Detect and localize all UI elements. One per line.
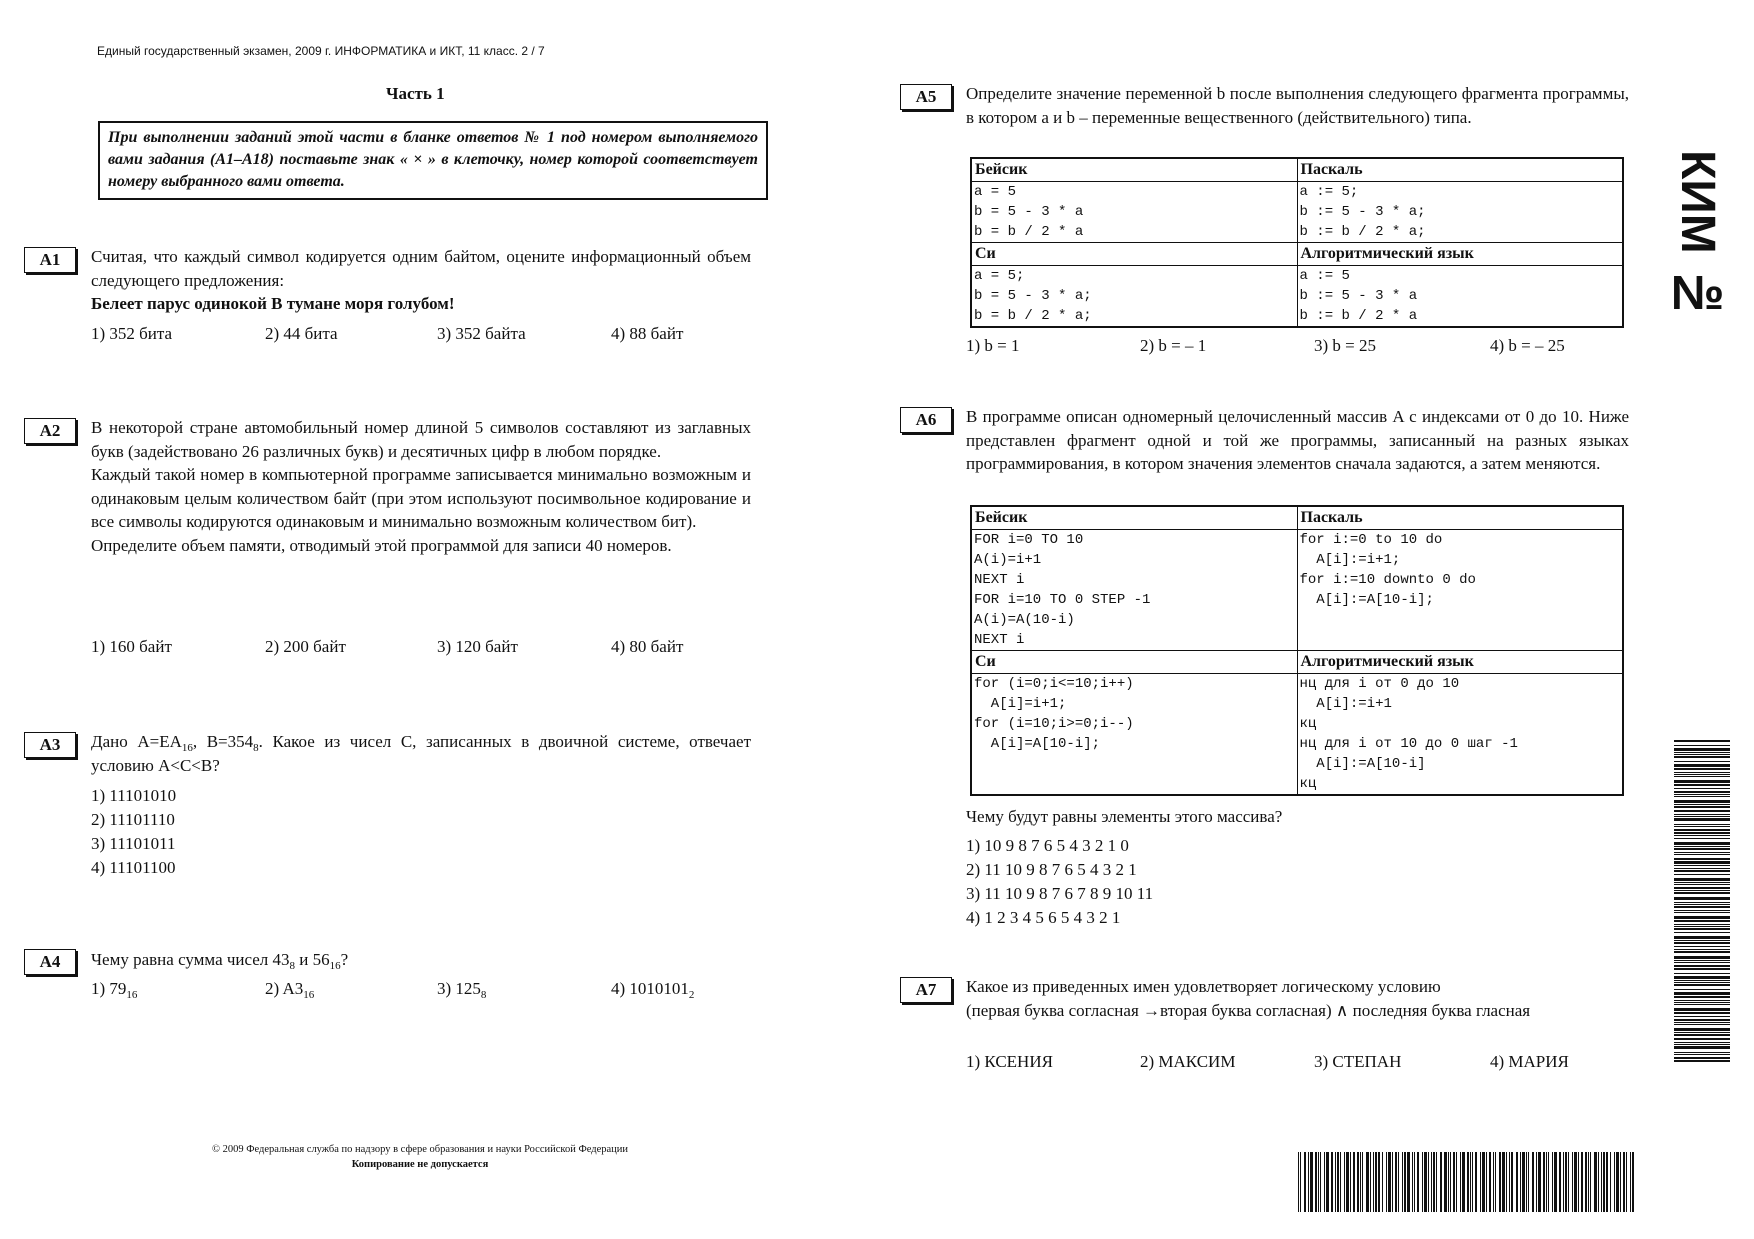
- a2-paragraph-3: Определите объем памяти, отводимый этой программой для записи 40 номеров.: [91, 535, 672, 555]
- barcode-bar: [1614, 1152, 1615, 1212]
- barcode-bar: [1433, 1152, 1435, 1212]
- barcode-bar: [1674, 968, 1730, 970]
- barcode-bar: [1674, 940, 1730, 941]
- barcode-bar: [1674, 942, 1730, 944]
- barcode-bar: [1590, 1152, 1591, 1212]
- kim-number-label: КИМ №: [1671, 150, 1724, 321]
- barcode-bar: [1674, 870, 1730, 872]
- option-a5-2: 2) b = – 1: [1140, 336, 1207, 355]
- barcode-bar: [1428, 1152, 1429, 1212]
- barcode-bar: [1674, 1054, 1730, 1055]
- barcode-bar: [1460, 1152, 1461, 1212]
- question-label-a3: A3: [24, 732, 76, 758]
- barcode-bar: [1470, 1152, 1471, 1212]
- a6-alg-header: Алгоритмический язык: [1297, 651, 1623, 674]
- barcode-bar: [1674, 992, 1730, 995]
- a5-basic-code: a = 5 b = 5 - 3 * a b = b / 2 * a: [974, 184, 1084, 240]
- option-a7-2: 2) МАКСИМ: [1140, 1052, 1236, 1071]
- barcode-bar: [1626, 1152, 1627, 1212]
- barcode-bar: [1414, 1152, 1415, 1212]
- question-text-a5: Определите значение переменной b после выполнения следующего фрагмента программы, в котором a и b – переменные вещественного (действительного) типа.: [966, 84, 1629, 127]
- barcode-bar: [1516, 1152, 1518, 1212]
- option-a3-2: 2) 11101110: [91, 810, 175, 829]
- barcode-bar: [1674, 796, 1730, 797]
- barcode-bar: [1674, 890, 1730, 891]
- barcode-bar: [1674, 752, 1730, 753]
- barcode-bar: [1674, 902, 1730, 903]
- instruction-box: При выполнении заданий этой части в бланке ответов № 1 под номером выполняемого вами задания (A1–A18) поставьте знак « × » в клеточку, номер которой соответствует номеру выбранного вами ответа.: [98, 121, 768, 200]
- barcode-bar: [1448, 1152, 1449, 1212]
- question-label-a7: A7: [900, 977, 952, 1003]
- barcode-bar: [1674, 962, 1730, 963]
- barcode-bar: [1536, 1152, 1537, 1212]
- barcode-bar: [1674, 804, 1730, 805]
- barcode-bar: [1674, 1000, 1730, 1001]
- barcode-bar: [1326, 1152, 1329, 1212]
- barcode-bar: [1674, 936, 1730, 939]
- barcode-bar: [1572, 1152, 1573, 1212]
- barcode-bar: [1674, 1034, 1730, 1036]
- footer-copyright: © 2009 Федеральная служба по надзору в сфере образования и науки Российской Федерации: [211, 1144, 629, 1155]
- barcode-bar: [1674, 832, 1730, 834]
- a6-basic-code: FOR i=0 TO 10 A(i)=i+1 NEXT i FOR i=10 TO 0 STEP -1 A(i)=A(10-i) NEXT i: [974, 532, 1151, 648]
- options-a6: [966, 834, 1153, 930]
- a6-c-header: Си: [971, 651, 1297, 674]
- barcode-bar: [1674, 1024, 1730, 1025]
- barcode-bar: [1386, 1152, 1387, 1212]
- option-a5-4: 4) b = – 25: [1490, 336, 1565, 355]
- barcode-bar: [1674, 848, 1730, 850]
- barcode-bar: [1300, 1152, 1301, 1212]
- barcode-bar: [1674, 904, 1730, 905]
- a6-basic-header: Бейсик: [971, 506, 1297, 530]
- question-label-a5: A5: [900, 84, 952, 110]
- option-a7-1: 1) КСЕНИЯ: [966, 1052, 1053, 1071]
- option-a4-3: 3) $125_8$: [437, 979, 487, 1001]
- barcode-bar: [1480, 1152, 1481, 1212]
- barcode-bar: [1340, 1152, 1341, 1212]
- barcode-vertical: [1674, 740, 1730, 1063]
- question-text-a1: [91, 245, 751, 316]
- barcode-bar: [1674, 897, 1730, 900]
- barcode-bar: [1674, 852, 1730, 853]
- barcode-bar: [1412, 1152, 1413, 1212]
- question-text-a6: В программе описан одномерный целочисленный массив A с индексами от 0 до 10. Ниже представлен фрагмент одной и той же программы, записанный на разных языках программирования, в котором значения элементов сначала задаются, а затем меняются.: [966, 407, 1629, 473]
- option-a2-2: 2) 200 байт: [265, 637, 346, 656]
- barcode-bar: [1382, 1152, 1383, 1212]
- barcode-bar: [1450, 1152, 1451, 1212]
- barcode-bar: [1674, 924, 1730, 925]
- barcode-bar: [1674, 874, 1730, 875]
- barcode-bar: [1630, 1152, 1631, 1212]
- barcode-bar: [1588, 1152, 1589, 1212]
- barcode-bar: [1674, 1028, 1730, 1031]
- barcode-bar: [1444, 1152, 1447, 1212]
- barcode-bar: [1674, 1057, 1730, 1059]
- barcode-bar: [1373, 1152, 1374, 1212]
- barcode-bar: [1440, 1152, 1442, 1212]
- barcode-bar: [1674, 788, 1730, 789]
- barcode-bar: [1375, 1152, 1377, 1212]
- barcode-bar: [1499, 1152, 1501, 1212]
- barcode-bar: [1674, 826, 1730, 827]
- barcode-bar: [1674, 846, 1730, 847]
- barcode-bar: [1674, 824, 1730, 825]
- barcode-bar: [1324, 1152, 1325, 1212]
- barcode-bar: [1404, 1152, 1406, 1212]
- barcode-bar: [1528, 1152, 1529, 1212]
- barcode-bar: [1298, 1152, 1299, 1212]
- barcode-bar: [1538, 1152, 1541, 1212]
- a5-c-code: a = 5; b = 5 - 3 * a; b = b / 2 * a;: [974, 268, 1092, 324]
- a5-pascal-code: a := 5; b := 5 - 3 * a; b := b / 2 * a;: [1299, 184, 1426, 240]
- barcode-bar: [1674, 980, 1730, 981]
- barcode-bar: [1674, 835, 1730, 836]
- barcode-bar: [1674, 1060, 1730, 1062]
- barcode-bar: [1310, 1152, 1313, 1212]
- option-a4-4: 4) $1010101_2$: [611, 979, 695, 1001]
- barcode-bar: [1398, 1152, 1399, 1212]
- barcode-bar: [1370, 1152, 1371, 1212]
- barcode-bar: [1552, 1152, 1553, 1212]
- option-a6-2: 2) 11 10 9 8 7 6 5 4 3 2 1: [966, 860, 1137, 879]
- barcode-bar: [1674, 996, 1730, 998]
- barcode-bar: [1674, 949, 1730, 950]
- barcode-bar: [1674, 973, 1730, 974]
- barcode-bar: [1674, 854, 1730, 855]
- barcode-bar: [1407, 1152, 1410, 1212]
- barcode-bar: [1674, 814, 1730, 815]
- barcode-bar: [1674, 745, 1730, 746]
- footer: [160, 1142, 680, 1172]
- barcode-bar: [1598, 1152, 1599, 1212]
- barcode-bar: [1462, 1152, 1465, 1212]
- barcode-bar: [1674, 1012, 1730, 1014]
- barcode-bar: [1320, 1152, 1321, 1212]
- barcode-bar: [1674, 926, 1730, 927]
- barcode-bar: [1532, 1152, 1534, 1212]
- barcode-bar: [1674, 740, 1730, 742]
- option-a7-3: 3) СТЕПАН: [1314, 1052, 1402, 1071]
- barcode-bar: [1674, 884, 1730, 885]
- question-text-a3: Дано $A=EA_{16}$, $B=354_8$. Какое из чисел C, записанных в двоичной системе, отвечает условию A<C<B?: [91, 732, 751, 775]
- a6-pascal-header: Паскаль: [1297, 506, 1623, 530]
- barcode-bar: [1674, 829, 1730, 831]
- barcode-bar: [1674, 774, 1730, 775]
- barcode-bar: [1456, 1152, 1457, 1212]
- barcode-bar: [1674, 784, 1730, 786]
- barcode-bar: [1546, 1152, 1547, 1212]
- option-a3-3: 3) 11101011: [91, 834, 176, 853]
- option-a4-1: 1) $79_{16}$: [91, 979, 138, 1001]
- barcode-bar: [1674, 976, 1730, 979]
- barcode-bar: [1674, 932, 1730, 933]
- question-text-a4: Чему равна сумма чисел $43_8$ и $56_{16}$?: [91, 950, 349, 972]
- barcode-bar: [1395, 1152, 1397, 1212]
- barcode-bar: [1674, 806, 1730, 808]
- a7-line-2: (первая буква согласная →вторая буква согласная) ∧ последняя буква гласная: [966, 1000, 1531, 1020]
- barcode-bar: [1674, 960, 1730, 961]
- question-label-a2: A2: [24, 418, 76, 444]
- barcode-bar: [1402, 1152, 1403, 1212]
- barcode-bar: [1559, 1152, 1561, 1212]
- a6-alg-code: нц для i от 0 до 10 A[i]:=i+1 кц нц для i от 10 до 0 шаг -1 A[i]:=A[10-i] кц: [1299, 676, 1518, 792]
- option-a2-3: 3) 120 байт: [437, 637, 518, 656]
- barcode-bar: [1674, 882, 1730, 883]
- option-a6-1: 1) 10 9 8 7 6 5 4 3 2 1 0: [966, 836, 1129, 855]
- code-table-a6: [970, 505, 1624, 796]
- barcode-bar: [1318, 1152, 1319, 1212]
- barcode-bar: [1610, 1152, 1611, 1212]
- footer-notice: Копирование не допускается: [351, 1159, 489, 1170]
- barcode-bar: [1388, 1152, 1391, 1212]
- a5-alg-header: Алгоритмический язык: [1297, 243, 1623, 266]
- barcode-bar: [1424, 1152, 1427, 1212]
- option-a6-3: 3) 11 10 9 8 7 6 7 8 9 10 11: [966, 884, 1154, 903]
- option-a7-4: 4) МАРИЯ: [1490, 1052, 1569, 1071]
- barcode-bar: [1522, 1152, 1525, 1212]
- barcode-bar: [1308, 1152, 1309, 1212]
- barcode-bar: [1674, 956, 1730, 959]
- barcode-bar: [1520, 1152, 1521, 1212]
- barcode-bar: [1674, 951, 1730, 953]
- options-a3: [91, 784, 176, 880]
- barcode-bar: [1509, 1152, 1510, 1212]
- a2-paragraph-2: Каждый такой номер в компьютерной программе записывается минимально возможным и одинаковым целым количеством байт (при этом используют посимвольное кодирование и все символы кодируются одинаковым и минимально возможным количеством бит).: [91, 465, 751, 531]
- barcode-bar: [1674, 1004, 1730, 1005]
- barcode-bar: [1436, 1152, 1437, 1212]
- barcode-bar: [1357, 1152, 1359, 1212]
- barcode-bar: [1674, 989, 1730, 990]
- a2-paragraph-1: В некоторой стране автомобильный номер длиной 5 символов составляют из заглавных букв (задействовано 26 различных букв) и десятичных цифр в любом порядке.: [91, 418, 751, 461]
- barcode-bar: [1674, 892, 1730, 894]
- barcode-bar: [1417, 1152, 1419, 1212]
- barcode-bar: [1674, 916, 1730, 919]
- question-label-a1: A1: [24, 247, 76, 273]
- option-a1-4: 4) 88 байт: [611, 324, 684, 343]
- barcode-bar: [1350, 1152, 1351, 1212]
- a1-sentence: Белеет парус одинокой В тумане моря голубом!: [91, 294, 455, 313]
- barcode-bar: [1392, 1152, 1393, 1212]
- barcode-bar: [1674, 965, 1730, 967]
- question-label-a4: A4: [24, 949, 76, 975]
- barcode-bar: [1674, 1008, 1730, 1011]
- a5-pascal-header: Паскаль: [1297, 158, 1623, 182]
- barcode-bar: [1453, 1152, 1455, 1212]
- barcode-bar: [1674, 838, 1730, 839]
- barcode-bar: [1674, 928, 1730, 930]
- barcode-bar: [1674, 861, 1730, 864]
- barcode-bar: [1674, 865, 1730, 866]
- barcode-bar: [1674, 1044, 1730, 1045]
- barcode-bar: [1378, 1152, 1380, 1212]
- a1-text: Считая, что каждый символ кодируется одним байтом, оцените информационный объем следующего предложения:: [91, 247, 751, 290]
- barcode-bar: [1674, 768, 1730, 770]
- barcode-bar: [1674, 878, 1730, 881]
- barcode-bar: [1674, 920, 1730, 922]
- barcode-bar: [1674, 1032, 1730, 1033]
- barcode-bar: [1674, 912, 1730, 913]
- barcode-bar: [1337, 1152, 1339, 1212]
- barcode-bar: [1594, 1152, 1597, 1212]
- barcode-bar: [1674, 761, 1730, 762]
- option-a2-4: 4) 80 байт: [611, 637, 684, 656]
- option-a2-1: 1) 160 байт: [91, 637, 172, 656]
- barcode-bar: [1543, 1152, 1545, 1212]
- barcode-bar: [1366, 1152, 1369, 1212]
- barcode-bar: [1674, 1022, 1730, 1023]
- barcode-bar: [1620, 1152, 1621, 1212]
- question-text-a2: [91, 416, 751, 557]
- barcode-bar: [1346, 1152, 1349, 1212]
- barcode-bar: [1431, 1152, 1432, 1212]
- barcode-bar: [1362, 1152, 1363, 1212]
- barcode-bar: [1506, 1152, 1507, 1212]
- page-header: Единый государственный экзамен, 2009 г. ИНФОРМАТИКА и ИКТ, 11 класс. 2 / 7: [97, 44, 545, 58]
- barcode-bar: [1554, 1152, 1557, 1212]
- question-text-a7: [966, 975, 1629, 1022]
- barcode-bar: [1335, 1152, 1336, 1212]
- barcode-bar: [1581, 1152, 1583, 1212]
- barcode-bar: [1674, 772, 1730, 773]
- barcode-bar: [1674, 1019, 1730, 1021]
- a6-c-code: for (i=0;i<=10;i++) A[i]=i+1; for (i=10;i>=0;i--) A[i]=A[10-i];: [974, 676, 1134, 752]
- barcode-bar: [1482, 1152, 1485, 1212]
- barcode-bar: [1526, 1152, 1527, 1212]
- barcode-bar: [1603, 1152, 1605, 1212]
- barcode-bar: [1674, 810, 1730, 812]
- barcode-bar: [1674, 764, 1730, 767]
- barcode-bar: [1606, 1152, 1608, 1212]
- barcode-bar: [1331, 1152, 1333, 1212]
- barcode-bar: [1674, 748, 1730, 751]
- barcode-bar: [1601, 1152, 1602, 1212]
- barcode-bar: [1304, 1152, 1306, 1212]
- barcode-bar: [1674, 776, 1730, 777]
- barcode-bar: [1489, 1152, 1491, 1212]
- barcode-bar: [1315, 1152, 1317, 1212]
- option-a3-1: 1) 11101010: [91, 786, 177, 805]
- barcode-bar: [1511, 1152, 1513, 1212]
- barcode-bar: [1674, 1038, 1730, 1040]
- part-title: Часть 1: [386, 84, 445, 103]
- barcode-bar: [1674, 1042, 1730, 1043]
- option-a1-1: 1) 352 бита: [91, 324, 173, 343]
- option-a3-4: 4) 11101100: [91, 858, 176, 877]
- barcode-bar: [1565, 1152, 1567, 1212]
- option-a4-2: 2) $A3_{16}$: [265, 979, 315, 1001]
- barcode-bar: [1475, 1152, 1477, 1212]
- a6-pascal-code: for i:=0 to 10 do A[i]:=i+1; for i:=10 downto 0 do A[i]:=A[10-i];: [1299, 532, 1476, 608]
- barcode-bar: [1674, 1052, 1730, 1053]
- barcode-bar: [1674, 906, 1730, 908]
- barcode-bar: [1574, 1152, 1577, 1212]
- barcode-bar: [1548, 1152, 1549, 1212]
- barcode-horizontal: [1298, 1152, 1635, 1212]
- barcode-bar: [1467, 1152, 1469, 1212]
- barcode-bar: [1674, 868, 1730, 869]
- barcode-bar: [1585, 1152, 1587, 1212]
- a6-question: Чему будут равны элементы этого массива?: [966, 807, 1283, 826]
- barcode-bar: [1616, 1152, 1619, 1212]
- barcode-bar: [1563, 1152, 1564, 1212]
- barcode-bar: [1674, 1002, 1730, 1003]
- barcode-bar: [1674, 858, 1730, 860]
- barcode-bar: [1674, 756, 1730, 758]
- option-a1-3: 3) 352 байта: [437, 324, 526, 343]
- question-label-a6: A6: [900, 407, 952, 433]
- barcode-bar: [1568, 1152, 1569, 1212]
- barcode-bar: [1344, 1152, 1345, 1212]
- barcode-bar: [1674, 791, 1730, 793]
- barcode-bar: [1632, 1152, 1634, 1212]
- option-a1-2: 2) 44 бита: [265, 324, 338, 343]
- barcode-bar: [1623, 1152, 1625, 1212]
- barcode-bar: [1674, 816, 1730, 817]
- barcode-bar: [1674, 982, 1730, 983]
- barcode-bar: [1674, 887, 1730, 889]
- barcode-bar: [1353, 1152, 1355, 1212]
- barcode-bar: [1674, 946, 1730, 947]
- barcode-bar: [1674, 818, 1730, 821]
- barcode-bar: [1422, 1152, 1423, 1212]
- barcode-bar: [1486, 1152, 1487, 1212]
- a5-c-header: Си: [971, 243, 1297, 266]
- barcode-bar: [1674, 1046, 1730, 1049]
- barcode-bar: [1674, 800, 1730, 803]
- a5-basic-header: Бейсик: [971, 158, 1297, 182]
- barcode-bar: [1674, 1016, 1730, 1017]
- barcode-bar: [1674, 910, 1730, 911]
- barcode-bar: [1472, 1152, 1473, 1212]
- barcode-bar: [1495, 1152, 1496, 1212]
- a5-alg-code: a := 5 b := 5 - 3 * a b := b / 2 * a: [1299, 268, 1418, 324]
- barcode-bar: [1502, 1152, 1505, 1212]
- option-a6-4: 4) 1 2 3 4 5 6 5 4 3 2 1: [966, 908, 1121, 927]
- barcode-bar: [1493, 1152, 1494, 1212]
- barcode-bar: [1674, 780, 1730, 783]
- barcode-bar: [1360, 1152, 1361, 1212]
- barcode-bar: [1674, 984, 1730, 986]
- option-a5-1: 1) b = 1: [966, 336, 1020, 355]
- barcode-bar: [1674, 794, 1730, 795]
- code-table-a5: [970, 157, 1624, 328]
- option-a5-3: 3) b = 25: [1314, 336, 1376, 355]
- a7-line-1: Какое из приведенных имен удовлетворяет логическому условию: [966, 977, 1441, 996]
- barcode-bar: [1674, 754, 1730, 755]
- barcode-bar: [1578, 1152, 1579, 1212]
- barcode-bar: [1674, 842, 1730, 845]
